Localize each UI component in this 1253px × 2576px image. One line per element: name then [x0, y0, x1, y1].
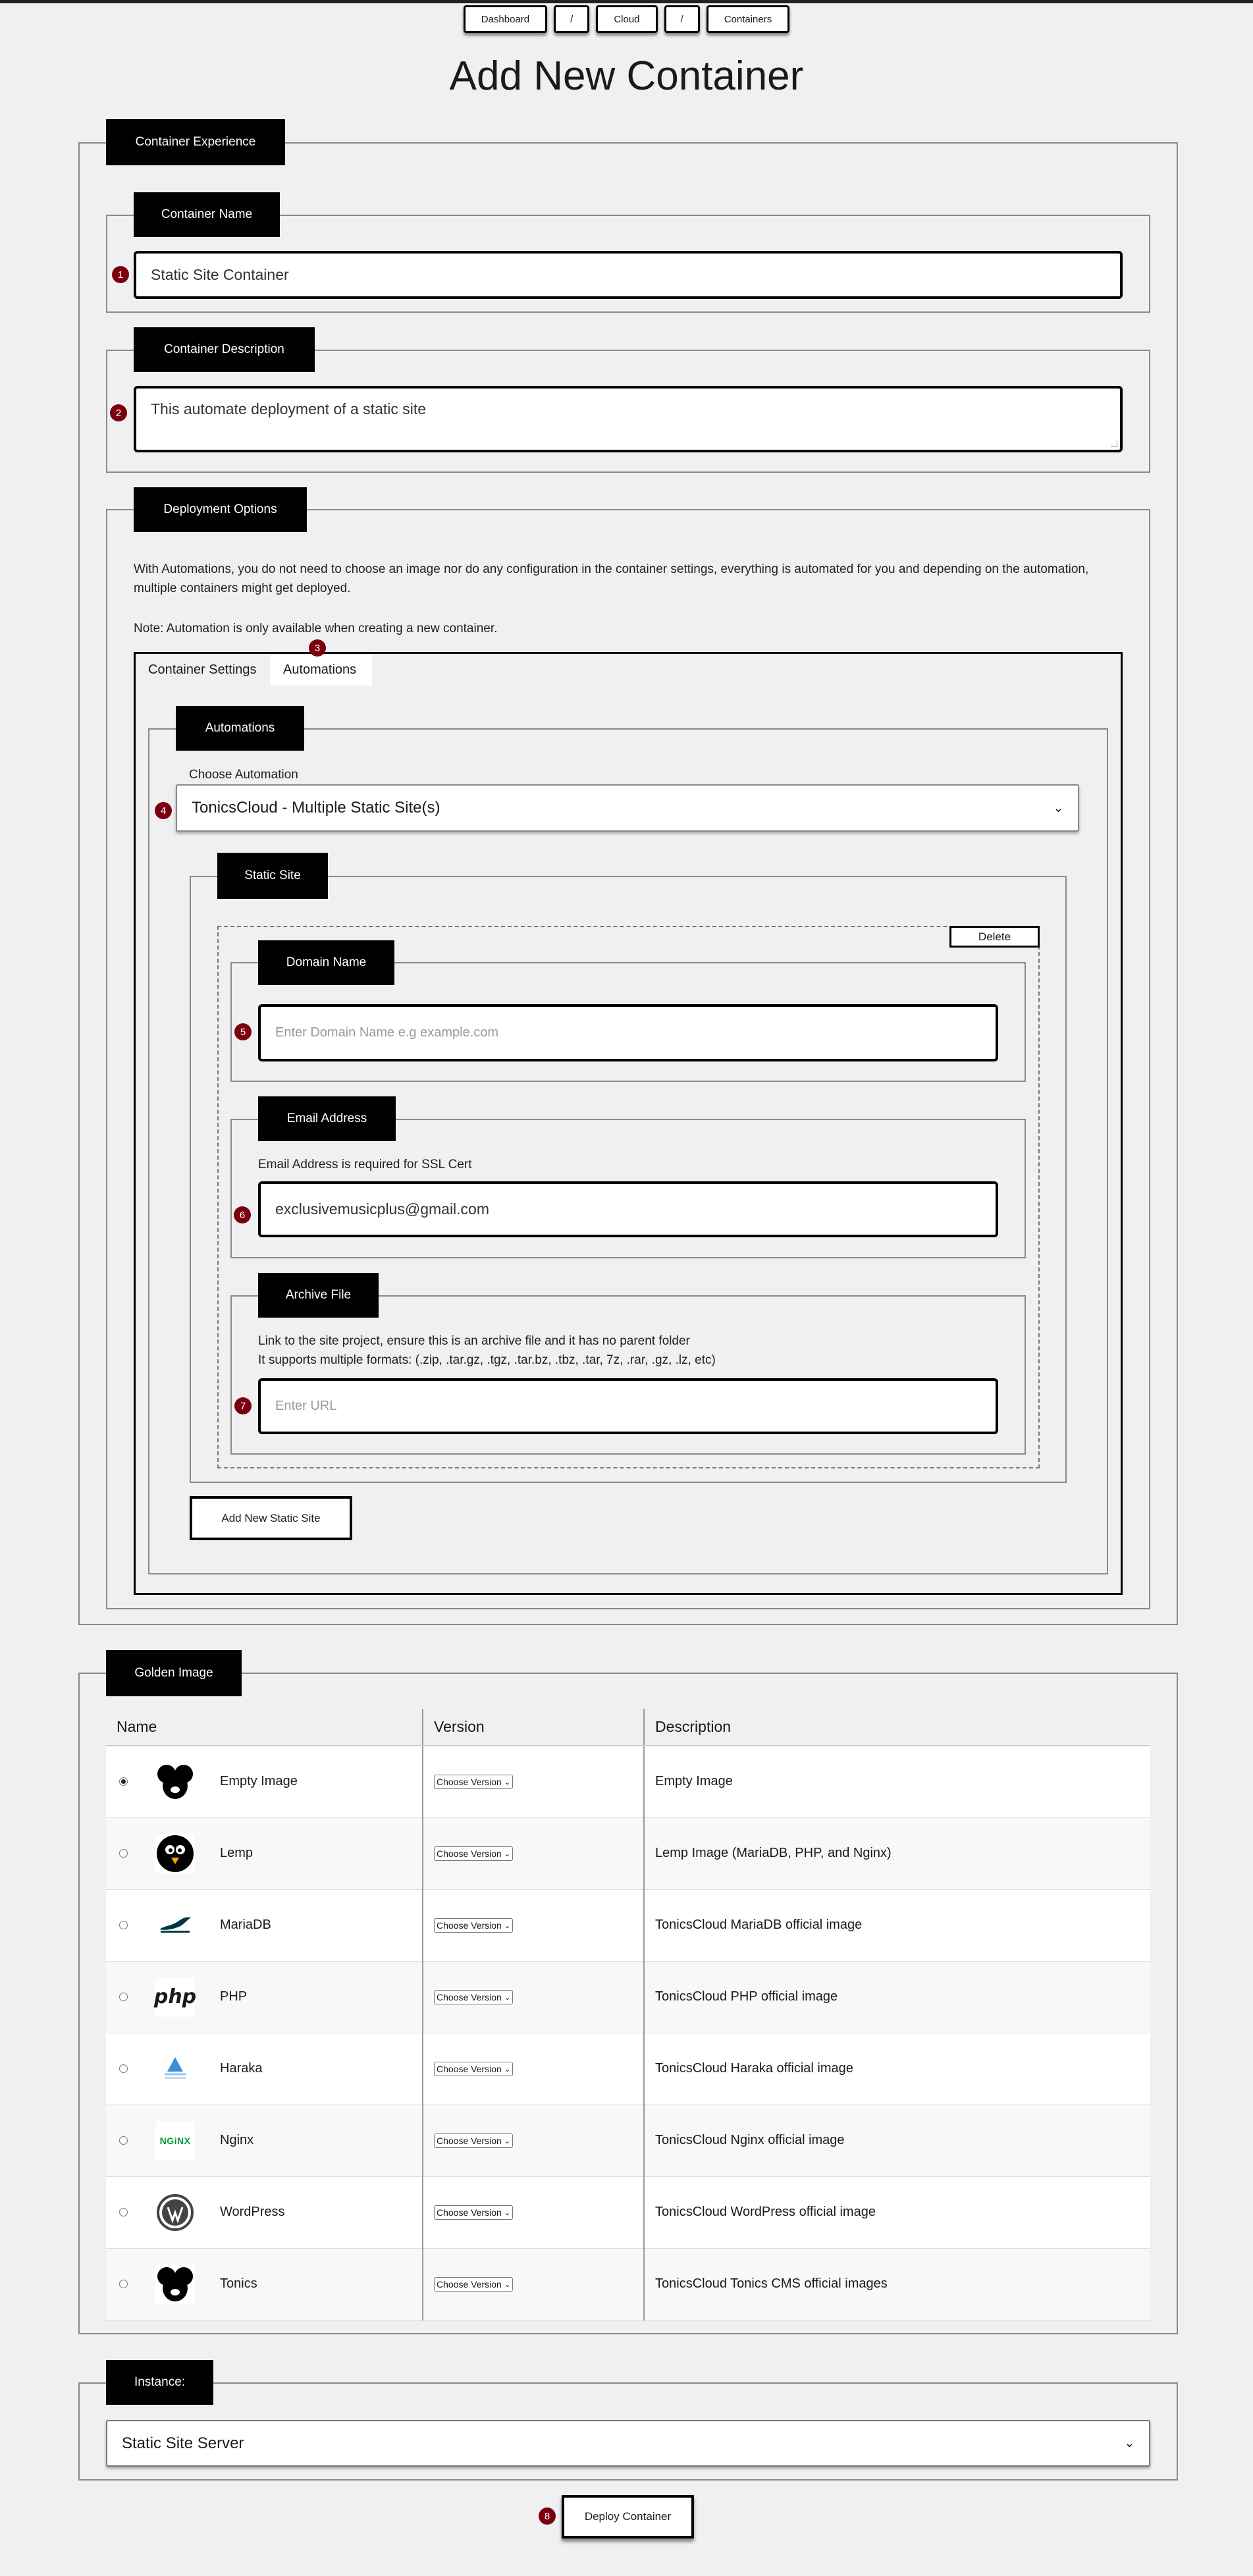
instance-legend: Instance: [106, 2360, 213, 2405]
breadcrumb-separator: / [554, 5, 589, 33]
image-description: TonicsCloud WordPress official image [644, 2176, 1150, 2248]
resize-handle-icon[interactable] [1111, 441, 1117, 447]
step-badge-8: 8 [539, 2508, 556, 2525]
chevron-down-icon: ⌄ [504, 1921, 511, 1930]
step-badge-5: 5 [234, 1023, 252, 1040]
archive-help-text: Link to the site project, ensure this is an archive file and it has no parent folder [258, 1334, 690, 1348]
step-badge-3: 3 [309, 639, 326, 657]
static-site-legend: Static Site [217, 853, 328, 899]
image-name: Lemp [220, 1846, 253, 1860]
choose-automation-label: Choose Automation [189, 768, 298, 782]
email-help-text: Email Address is required for SSL Cert [258, 1158, 472, 1171]
version-select[interactable]: Choose Version ⌄ [434, 1846, 513, 1861]
image-description: TonicsCloud Tonics CMS official images [644, 2248, 1150, 2320]
chevron-down-icon: ⌄ [504, 2209, 511, 2217]
haraka-icon [155, 2049, 195, 2089]
golden-image-table [106, 1709, 1150, 2321]
breadcrumb [0, 5, 1253, 33]
instance-select[interactable] [106, 2420, 1150, 2467]
container-experience-legend: Container Experience [106, 119, 285, 165]
version-select[interactable]: Choose Version ⌄ [434, 2205, 513, 2220]
chevron-down-icon: ⌄ [504, 1993, 511, 2002]
page-title: Add New Container [449, 53, 804, 99]
image-name: Haraka [220, 2061, 263, 2076]
domain-name-legend: Domain Name [258, 940, 394, 985]
breadcrumb-separator: / [664, 5, 700, 33]
nginx-icon: NGiNX [155, 2121, 195, 2160]
tab-container-settings[interactable]: Container Settings [148, 662, 257, 677]
image-name: MariaDB [220, 1918, 271, 1932]
image-radio[interactable] [119, 2064, 128, 2073]
breadcrumb-dashboard[interactable]: Dashboard [464, 5, 547, 33]
image-description: Lemp Image (MariaDB, PHP, and Nginx) [644, 1817, 1150, 1889]
chevron-down-icon: ⌄ [1053, 801, 1063, 815]
breadcrumb-cloud[interactable]: Cloud [596, 5, 657, 33]
tonics-mascot-icon [155, 2265, 195, 2304]
php-icon: php [155, 1977, 195, 2017]
image-name: WordPress [220, 2205, 285, 2219]
container-description-text: This automate deployment of a static site [151, 400, 427, 417]
image-name: PHP [220, 1989, 248, 2004]
top-border [0, 0, 1253, 3]
image-radio[interactable] [119, 1849, 128, 1858]
deploy-container-button[interactable]: Deploy Container [562, 2495, 694, 2538]
step-badge-2: 2 [110, 404, 127, 421]
version-select[interactable]: Choose Version ⌄ [434, 1918, 513, 1933]
container-description-textarea[interactable] [134, 386, 1123, 452]
add-static-site-button[interactable]: Add New Static Site [190, 1496, 352, 1540]
column-header-name: Name [106, 1709, 423, 1746]
table-row[interactable] [106, 2248, 1150, 2320]
container-name-legend: Container Name [134, 192, 280, 237]
image-name: Empty Image [220, 1774, 298, 1789]
image-name: Tonics [220, 2276, 257, 2291]
image-description: Empty Image [644, 1746, 1150, 1817]
table-row[interactable] [106, 2176, 1150, 2248]
table-row[interactable] [106, 2033, 1150, 2105]
version-select[interactable]: Choose Version ⌄ [434, 2277, 513, 2292]
version-select[interactable]: Choose Version ⌄ [434, 1775, 513, 1789]
wordpress-icon [155, 2193, 195, 2232]
automation-description: With Automations, you do not need to choose an image nor do any configuration in the container settings, everything is automated for you and depending on the automation, multiple containers might get deployed. [134, 562, 1089, 595]
step-badge-4: 4 [155, 802, 172, 819]
chevron-down-icon: ⌄ [504, 2137, 511, 2145]
version-select[interactable]: Choose Version ⌄ [434, 2133, 513, 2148]
delete-static-site-button[interactable]: Delete [949, 926, 1040, 948]
chevron-down-icon: ⌄ [504, 1850, 511, 1858]
image-description: TonicsCloud Haraka official image [644, 2033, 1150, 2105]
column-header-version: Version [423, 1709, 644, 1746]
email-address-legend: Email Address [258, 1096, 396, 1141]
archive-file-legend: Archive File [258, 1273, 379, 1318]
tonics-mascot-icon [155, 1762, 195, 1802]
image-description: TonicsCloud Nginx official image [644, 2105, 1150, 2176]
table-row[interactable] [106, 1889, 1150, 1961]
lemp-penguin-icon [155, 1834, 195, 1873]
table-row[interactable] [106, 1817, 1150, 1889]
image-radio[interactable] [119, 2208, 128, 2216]
column-header-description: Description [644, 1709, 1150, 1746]
chevron-down-icon: ⌄ [504, 1778, 511, 1786]
step-badge-1: 1 [112, 266, 129, 283]
archive-url-input[interactable]: Enter URL [258, 1378, 998, 1434]
archive-formats-text: It supports multiple formats: (.zip, .tar.gz, .tgz, .tar.bz, .tbz, .tar, 7z, .rar, .gz, .lz, etc) [258, 1353, 716, 1367]
automation-note: Note: Automation is only available when creating a new container. [134, 622, 498, 635]
domain-name-input[interactable]: Enter Domain Name e.g example.com [258, 1004, 998, 1061]
image-radio[interactable] [119, 1777, 128, 1786]
table-row[interactable] [106, 2105, 1150, 2176]
table-row[interactable] [106, 1746, 1150, 1817]
tab-automations[interactable]: Automations [270, 654, 372, 685]
image-radio[interactable] [119, 1921, 128, 1929]
image-description: TonicsCloud PHP official image [644, 1961, 1150, 2033]
image-name: Nginx [220, 2133, 254, 2147]
image-radio[interactable] [119, 1993, 128, 2001]
image-radio[interactable] [119, 2136, 128, 2145]
step-badge-7: 7 [234, 1397, 252, 1414]
deployment-options-legend: Deployment Options [134, 487, 307, 532]
mariadb-icon [155, 1906, 195, 1945]
breadcrumb-containers[interactable]: Containers [706, 5, 790, 33]
container-description-legend: Container Description [134, 327, 315, 372]
automation-selected-value: TonicsCloud - Multiple Static Site(s) [192, 799, 440, 817]
image-description: TonicsCloud MariaDB official image [644, 1889, 1150, 1961]
chevron-down-icon: ⌄ [504, 2280, 511, 2289]
version-select[interactable]: Choose Version ⌄ [434, 2062, 513, 2076]
email-field[interactable]: exclusivemusicplus@gmail.com [258, 1181, 998, 1237]
chevron-down-icon: ⌄ [504, 2065, 511, 2074]
step-badge-6: 6 [234, 1206, 251, 1223]
version-select[interactable]: Choose Version ⌄ [434, 1990, 513, 2004]
table-row[interactable] [106, 1961, 1150, 2033]
instance-selected-value: Static Site Server [122, 2434, 244, 2452]
automation-select[interactable] [176, 784, 1079, 832]
golden-image-legend: Golden Image [106, 1650, 242, 1696]
chevron-down-icon: ⌄ [1124, 2436, 1134, 2450]
image-radio[interactable] [119, 2280, 128, 2288]
container-name-input[interactable]: Static Site Container [134, 251, 1123, 299]
automations-legend: Automations [176, 706, 304, 751]
